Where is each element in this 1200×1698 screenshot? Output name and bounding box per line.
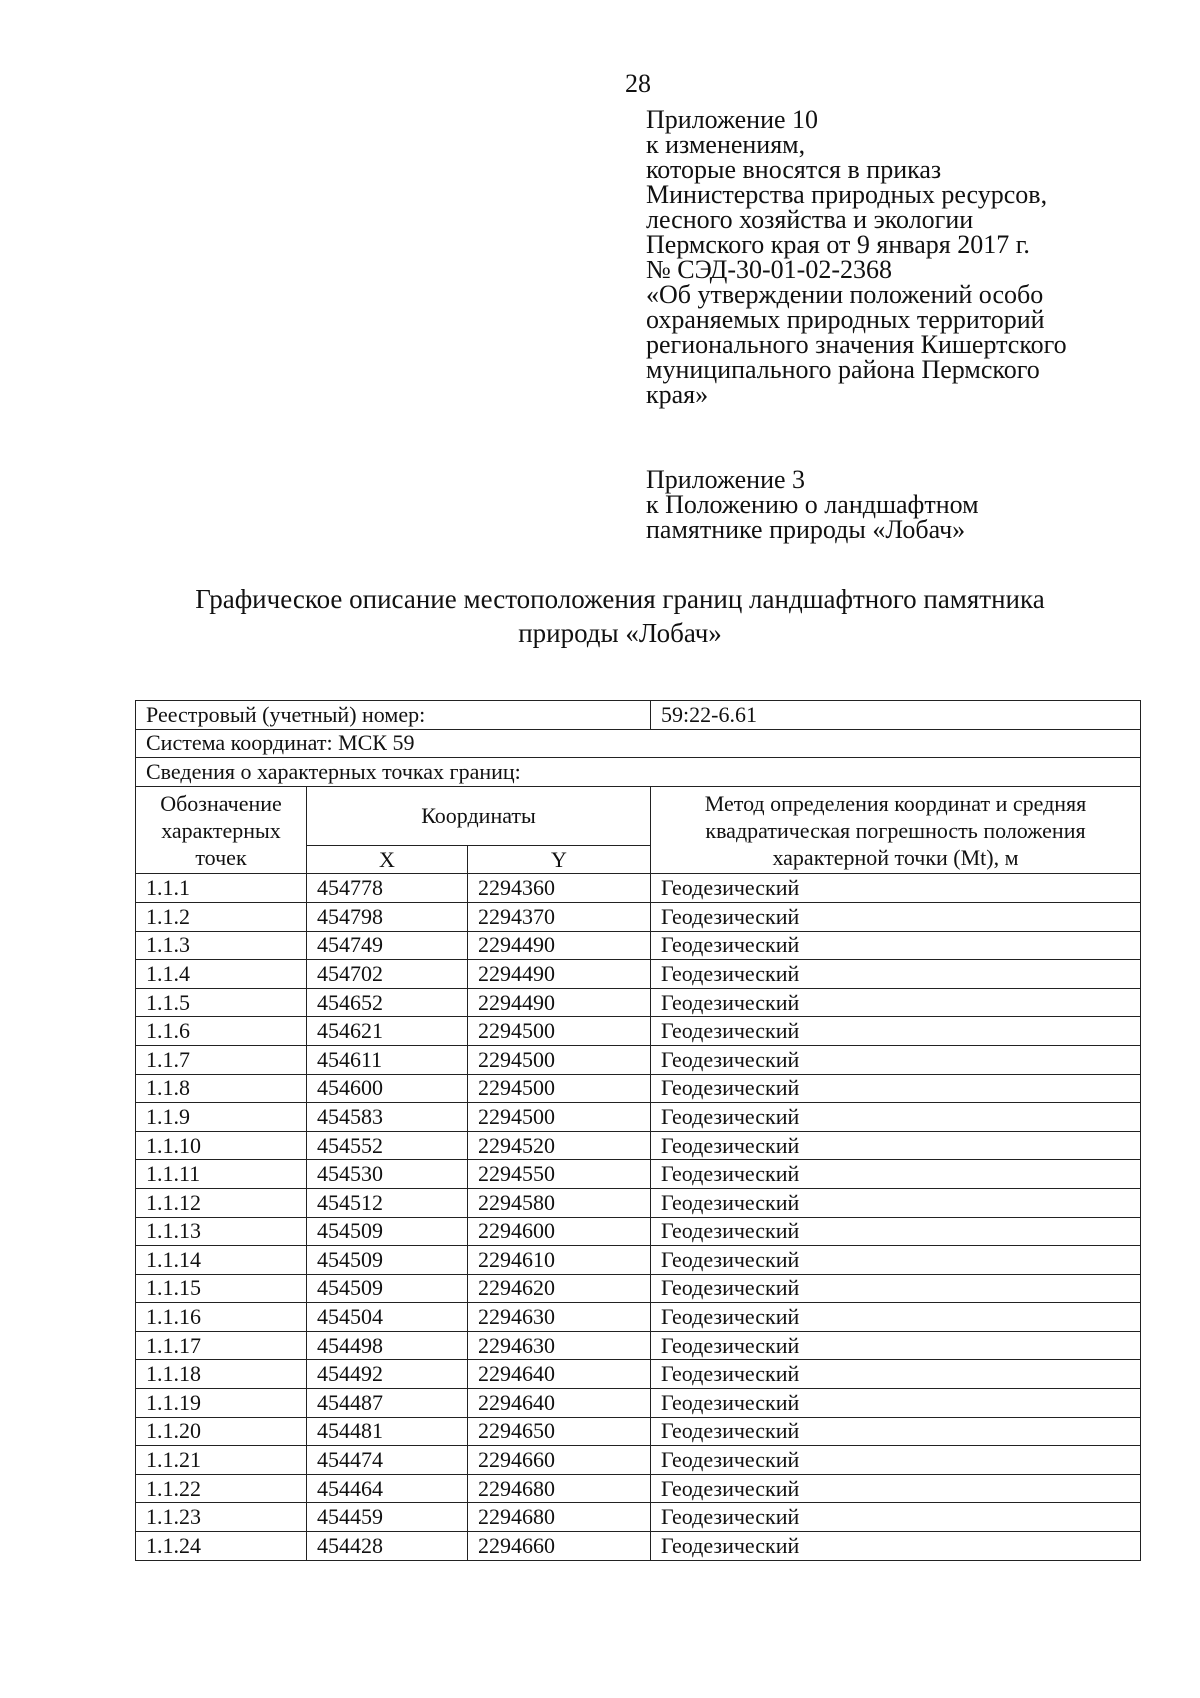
coordinate-x-cell: 454487 xyxy=(307,1389,468,1418)
registry-value: 59:22-6.61 xyxy=(651,701,1141,730)
table-row xyxy=(136,1331,1141,1360)
point-id-cell: 1.1.13 xyxy=(136,1217,307,1246)
coordinate-y-cell: 2294500 xyxy=(468,1017,651,1046)
coordinate-y-cell: 2294490 xyxy=(468,931,651,960)
appendix-10-line: к изменениям, xyxy=(646,130,806,159)
coordinate-y-cell: 2294600 xyxy=(468,1217,651,1246)
coordinate-x-cell: 454492 xyxy=(307,1360,468,1389)
table-row xyxy=(136,1017,1141,1046)
point-id-cell: 1.1.2 xyxy=(136,902,307,931)
coordinate-x-cell: 454459 xyxy=(307,1503,468,1532)
coordinate-x-cell: 454652 xyxy=(307,988,468,1017)
point-id-cell: 1.1.7 xyxy=(136,1045,307,1074)
appendix-3-block xyxy=(646,467,979,542)
table-row xyxy=(136,874,1141,903)
header-designation: Обозначение характерных точек xyxy=(136,786,307,874)
table-row xyxy=(136,960,1141,989)
coordinate-y-cell: 2294500 xyxy=(468,1074,651,1103)
coordinate-x-cell: 454498 xyxy=(307,1331,468,1360)
appendix-3-line: Приложение 3 xyxy=(646,465,806,494)
point-id-cell: 1.1.22 xyxy=(136,1474,307,1503)
point-id-cell: 1.1.23 xyxy=(136,1503,307,1532)
method-cell: Геодезический xyxy=(651,988,1141,1017)
coordinate-y-cell: 2294500 xyxy=(468,1103,651,1132)
coordinate-y-cell: 2294490 xyxy=(468,960,651,989)
coordinate-x-cell: 454798 xyxy=(307,902,468,931)
appendix-3-line: памятнике природы «Лобач» xyxy=(646,515,966,544)
point-id-cell: 1.1.17 xyxy=(136,1331,307,1360)
coordinate-x-cell: 454504 xyxy=(307,1303,468,1332)
coordinate-y-cell: 2294660 xyxy=(468,1532,651,1561)
appendix-3-line: к Положению о ландшафтном xyxy=(646,490,979,519)
appendix-10-line: Приложение 10 xyxy=(646,105,819,134)
method-cell: Геодезический xyxy=(651,1474,1141,1503)
document-title xyxy=(150,582,1090,650)
coordinate-y-cell: 2294500 xyxy=(468,1045,651,1074)
points-info-row xyxy=(136,758,1141,787)
appendix-10-line: Министерства природных ресурсов, xyxy=(646,180,1048,209)
method-cell: Геодезический xyxy=(651,1417,1141,1446)
coordinate-y-cell: 2294550 xyxy=(468,1160,651,1189)
point-id-cell: 1.1.20 xyxy=(136,1417,307,1446)
method-cell: Геодезический xyxy=(651,1360,1141,1389)
method-cell: Геодезический xyxy=(651,902,1141,931)
coordinate-x-cell: 454481 xyxy=(307,1417,468,1446)
coordinate-y-cell: 2294520 xyxy=(468,1131,651,1160)
coordinate-y-cell: 2294640 xyxy=(468,1389,651,1418)
table-row xyxy=(136,1389,1141,1418)
registry-label: Реестровый (учетный) номер: xyxy=(136,701,651,730)
table-row xyxy=(136,1045,1141,1074)
document-title-line-2: природы «Лобач» xyxy=(518,618,722,648)
header-coordinates: Координаты xyxy=(307,786,651,845)
table-row xyxy=(136,902,1141,931)
method-cell: Геодезический xyxy=(651,1074,1141,1103)
page-number: 28 xyxy=(625,69,651,98)
coordinate-y-cell: 2294370 xyxy=(468,902,651,931)
appendix-10-line: лесного хозяйства и экологии xyxy=(646,205,974,234)
table-header-row xyxy=(136,786,1141,845)
coordinate-y-cell: 2294580 xyxy=(468,1188,651,1217)
method-cell: Геодезический xyxy=(651,1331,1141,1360)
point-id-cell: 1.1.12 xyxy=(136,1188,307,1217)
method-cell: Геодезический xyxy=(651,960,1141,989)
coordinates-table xyxy=(135,700,1141,1561)
coordinate-x-cell: 454600 xyxy=(307,1074,468,1103)
table-row xyxy=(136,1303,1141,1332)
point-id-cell: 1.1.1 xyxy=(136,874,307,903)
point-id-cell: 1.1.4 xyxy=(136,960,307,989)
point-id-cell: 1.1.16 xyxy=(136,1303,307,1332)
coordinate-x-cell: 454621 xyxy=(307,1017,468,1046)
coordinate-x-cell: 454509 xyxy=(307,1246,468,1275)
method-cell: Геодезический xyxy=(651,1160,1141,1189)
coordinate-y-cell: 2294610 xyxy=(468,1246,651,1275)
method-cell: Геодезический xyxy=(651,1389,1141,1418)
table-row xyxy=(136,1474,1141,1503)
coordinate-x-cell: 454552 xyxy=(307,1131,468,1160)
coordinate-system: Система координат: МСК 59 xyxy=(136,729,1141,758)
method-cell: Геодезический xyxy=(651,1246,1141,1275)
point-id-cell: 1.1.15 xyxy=(136,1274,307,1303)
coordinate-x-cell: 454428 xyxy=(307,1532,468,1561)
points-info: Сведения о характерных точках границ: xyxy=(136,758,1141,787)
point-id-cell: 1.1.18 xyxy=(136,1360,307,1389)
table-row xyxy=(136,1103,1141,1132)
coordinate-y-cell: 2294650 xyxy=(468,1417,651,1446)
appendix-10-block xyxy=(646,107,1067,407)
method-cell: Геодезический xyxy=(651,1532,1141,1561)
point-id-cell: 1.1.5 xyxy=(136,988,307,1017)
coordinate-x-cell: 454702 xyxy=(307,960,468,989)
coordinate-y-cell: 2294660 xyxy=(468,1446,651,1475)
coordinate-x-cell: 454512 xyxy=(307,1188,468,1217)
coordinate-y-cell: 2294630 xyxy=(468,1331,651,1360)
coordinate-x-cell: 454749 xyxy=(307,931,468,960)
table-row xyxy=(136,1217,1141,1246)
table-row xyxy=(136,1074,1141,1103)
point-id-cell: 1.1.8 xyxy=(136,1074,307,1103)
coordinate-x-cell: 454611 xyxy=(307,1045,468,1074)
method-cell: Геодезический xyxy=(651,1303,1141,1332)
method-cell: Геодезический xyxy=(651,1274,1141,1303)
table-row xyxy=(136,1446,1141,1475)
method-cell: Геодезический xyxy=(651,931,1141,960)
document-title-line-1: Графическое описание местоположения границ ландшафтного памятника xyxy=(195,584,1045,614)
appendix-10-line: «Об утверждении положений особо xyxy=(646,280,1044,309)
point-id-cell: 1.1.3 xyxy=(136,931,307,960)
coordinate-y-cell: 2294630 xyxy=(468,1303,651,1332)
registry-row xyxy=(136,701,1141,730)
coordinate-x-cell: 454778 xyxy=(307,874,468,903)
method-cell: Геодезический xyxy=(651,1446,1141,1475)
appendix-10-line: Пермского края от 9 января 2017 г. xyxy=(646,230,1030,259)
point-id-cell: 1.1.24 xyxy=(136,1532,307,1561)
coordinate-y-cell: 2294640 xyxy=(468,1360,651,1389)
appendix-10-line: которые вносятся в приказ xyxy=(646,155,942,184)
table-row xyxy=(136,1246,1141,1275)
appendix-10-line: муниципального района Пермского xyxy=(646,355,1040,384)
coordinate-y-cell: 2294360 xyxy=(468,874,651,903)
method-cell: Геодезический xyxy=(651,1131,1141,1160)
coordinate-y-cell: 2294680 xyxy=(468,1503,651,1532)
point-id-cell: 1.1.19 xyxy=(136,1389,307,1418)
coordinate-x-cell: 454530 xyxy=(307,1160,468,1189)
point-id-cell: 1.1.14 xyxy=(136,1246,307,1275)
method-cell: Геодезический xyxy=(651,1045,1141,1074)
coordinate-system-row xyxy=(136,729,1141,758)
method-cell: Геодезический xyxy=(651,1103,1141,1132)
coordinate-y-cell: 2294490 xyxy=(468,988,651,1017)
method-cell: Геодезический xyxy=(651,1503,1141,1532)
table-row xyxy=(136,931,1141,960)
table-row xyxy=(136,1532,1141,1561)
header-x: X xyxy=(307,845,468,874)
method-cell: Геодезический xyxy=(651,874,1141,903)
coordinate-y-cell: 2294680 xyxy=(468,1474,651,1503)
table-row xyxy=(136,1188,1141,1217)
appendix-10-line: края» xyxy=(646,380,709,409)
coordinate-x-cell: 454509 xyxy=(307,1274,468,1303)
table-row xyxy=(136,1503,1141,1532)
coordinate-x-cell: 454464 xyxy=(307,1474,468,1503)
appendix-10-line: № СЭД-30-01-02-2368 xyxy=(646,255,892,284)
appendix-10-line: охраняемых природных территорий xyxy=(646,305,1045,334)
table-row xyxy=(136,1131,1141,1160)
method-cell: Геодезический xyxy=(651,1017,1141,1046)
table-row xyxy=(136,1360,1141,1389)
method-cell: Геодезический xyxy=(651,1217,1141,1246)
coordinate-x-cell: 454583 xyxy=(307,1103,468,1132)
point-id-cell: 1.1.11 xyxy=(136,1160,307,1189)
point-id-cell: 1.1.6 xyxy=(136,1017,307,1046)
method-cell: Геодезический xyxy=(651,1188,1141,1217)
appendix-10-line: регионального значения Кишертского xyxy=(646,330,1067,359)
coordinate-y-cell: 2294620 xyxy=(468,1274,651,1303)
table-row xyxy=(136,1274,1141,1303)
coordinate-x-cell: 454509 xyxy=(307,1217,468,1246)
point-id-cell: 1.1.21 xyxy=(136,1446,307,1475)
point-id-cell: 1.1.10 xyxy=(136,1131,307,1160)
header-y: Y xyxy=(468,845,651,874)
table-row xyxy=(136,1160,1141,1189)
table-row xyxy=(136,1417,1141,1446)
coordinate-x-cell: 454474 xyxy=(307,1446,468,1475)
point-id-cell: 1.1.9 xyxy=(136,1103,307,1132)
header-method: Метод определения координат и средняя квадратическая погрешность положения характерной точки (Mt), м xyxy=(651,786,1141,874)
table-row xyxy=(136,988,1141,1017)
